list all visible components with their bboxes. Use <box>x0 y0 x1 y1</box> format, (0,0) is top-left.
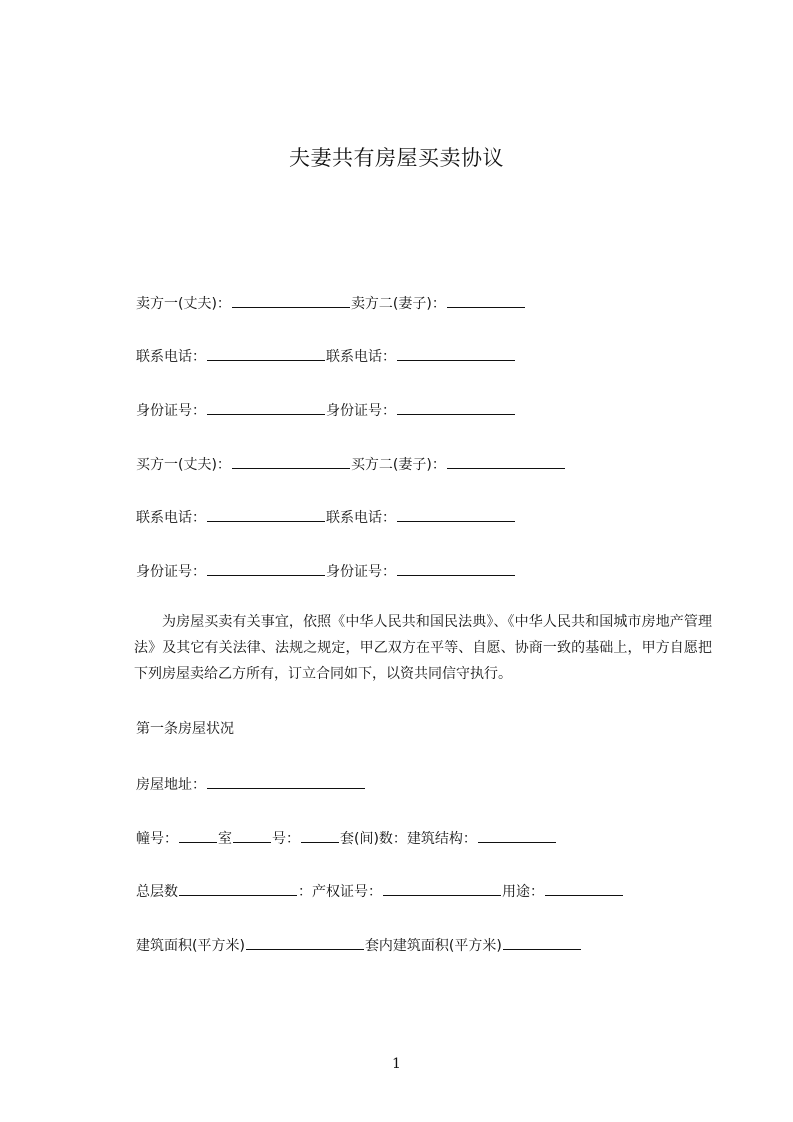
usage-blank <box>545 881 623 896</box>
buyer-id-blank-1 <box>207 561 325 576</box>
buyer-id-blank-2 <box>397 561 515 576</box>
buyer-id-line <box>136 561 516 581</box>
buyer-wife-blank <box>447 454 565 469</box>
seller-wife-label: 卖方二(妻子)： <box>350 296 446 312</box>
room-blank <box>233 828 271 843</box>
area-label: 建筑面积(平方米) <box>136 938 245 954</box>
address-blank <box>207 774 365 789</box>
seller-wife-blank <box>447 293 525 308</box>
seller-husband-label: 卖方一(丈夫)： <box>136 296 231 312</box>
inner-area-blank <box>503 935 581 950</box>
seller-id-line <box>136 400 516 420</box>
seller-parties-line <box>136 293 526 313</box>
seller-id-label-2: 身份证号： <box>326 403 396 419</box>
buyer-phone-label-1: 联系电话： <box>136 510 206 526</box>
structure-blank <box>478 828 556 843</box>
usage-label: 用途： <box>502 884 544 900</box>
cert-blank <box>383 881 501 896</box>
inner-area-label: 套内建筑面积(平方米) <box>364 938 502 954</box>
building-line <box>136 828 557 848</box>
buyer-husband-label: 买方一(丈夫)： <box>136 457 231 473</box>
buyer-id-label-2: 身份证号： <box>326 564 396 580</box>
structure-label: 建筑结构： <box>406 831 477 847</box>
area-blank <box>246 935 364 950</box>
seller-id-label-1: 身份证号： <box>136 403 206 419</box>
building-label: 幢号： <box>136 831 178 847</box>
article1-heading: 第一条房屋状况 <box>136 721 234 737</box>
buyer-wife-label: 买方二(妻子)： <box>350 457 446 473</box>
seller-phone-label-2: 联系电话： <box>326 349 396 365</box>
seller-phone-blank-2 <box>397 346 515 361</box>
seller-id-blank-1 <box>207 400 325 415</box>
cert-label: ：产权证号： <box>298 884 382 900</box>
floors-blank <box>179 881 297 896</box>
buyer-phone-line <box>136 507 516 527</box>
floors-line <box>136 881 624 901</box>
preamble-paragraph: 为房屋买卖有关事宜，依照《中华人民共和国民法典》、《中华人民共和国城市房地产管理法》及其它有关法律、法规之规定，甲乙双方在平等、自愿、协商一致的基础上，甲方自愿把下列房屋卖给乙方所有，订立合同如下，以资共同信守执行。 <box>134 614 712 682</box>
buyer-phone-label-2: 联系电话： <box>326 510 396 526</box>
address-label: 房屋地址： <box>136 777 206 793</box>
floors-label: 总层数 <box>136 884 178 900</box>
seller-husband-blank <box>232 293 350 308</box>
buyer-phone-blank-1 <box>207 507 325 522</box>
address-line <box>136 774 366 794</box>
seller-phone-line <box>136 346 516 366</box>
seller-id-blank-2 <box>397 400 515 415</box>
number-blank <box>301 828 339 843</box>
buyer-husband-blank <box>232 454 350 469</box>
buyer-parties-line <box>136 454 566 474</box>
document-title: 夫妻共有房屋买卖协议 <box>289 146 504 170</box>
units-label: 套(间)数： <box>340 831 407 847</box>
buyer-phone-blank-2 <box>397 507 515 522</box>
building-blank <box>179 828 217 843</box>
seller-phone-blank-1 <box>207 346 325 361</box>
page-number: 1 <box>392 1056 401 1072</box>
room-label: 室 <box>218 831 232 847</box>
number-label: 号： <box>272 831 300 847</box>
buyer-id-label-1: 身份证号： <box>136 564 206 580</box>
seller-phone-label-1: 联系电话： <box>136 349 206 365</box>
area-line <box>136 935 582 955</box>
